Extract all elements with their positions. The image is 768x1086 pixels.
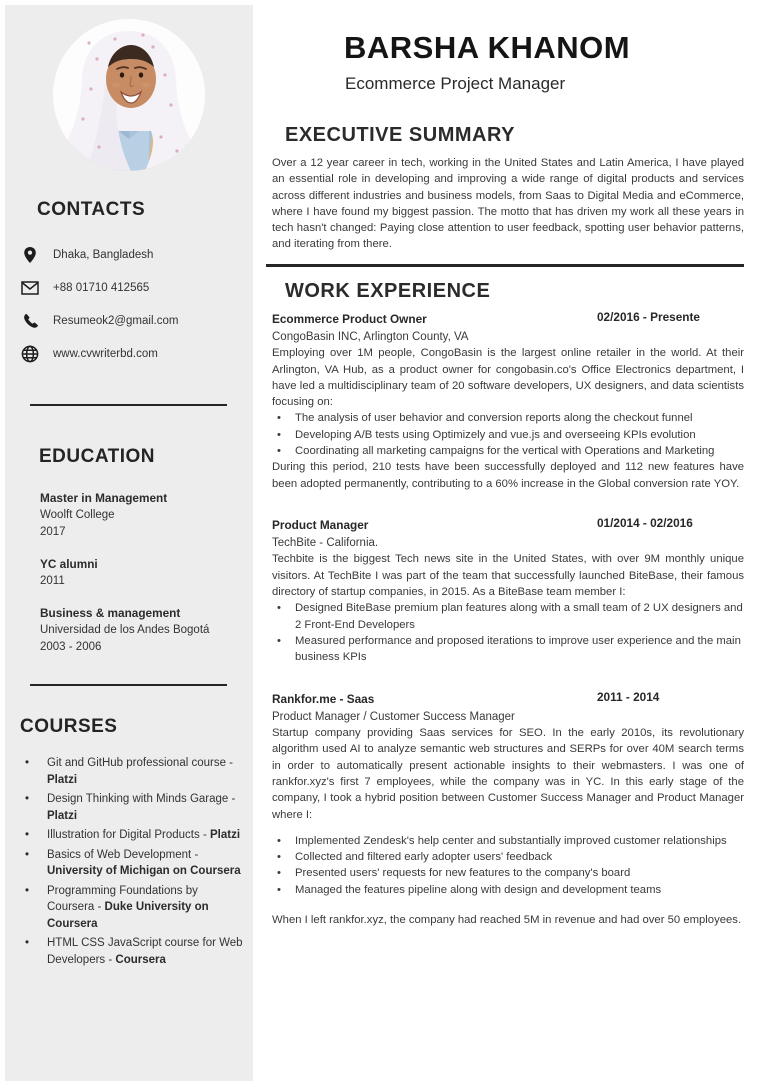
contact-text: +88 01710 412565 [53, 282, 150, 294]
summary-heading: EXECUTIVE SUMMARY [285, 124, 516, 146]
education-heading: EDUCATION [39, 446, 156, 467]
job-summary: During this period, 210 tests have been successfully deployed and 112 new features have been adopted permanently, contributing to a 60% increase in the Global conversion rate YOY. [272, 461, 744, 490]
job-bullet: • Measured performance and proposed iterations to improve user experience and the main business KPIs [272, 633, 744, 666]
job-company: TechBite - California. [272, 536, 379, 549]
job-description: Startup company providing Saas services for SEO. In the early 2010s, its revolutionary algorithm used AI to analyze semantic web structures and SERPs for over 40M search terms in order to automatically present actionable insights to their webmasters. I was one of rankfor.xyz's first 7 employees, while the company was in YC. In this early stage of the company, I took a hybrid position between Customer Success Manager and Product Manager where I: [272, 727, 744, 821]
school: Universidad de los Andes Bogotá [40, 624, 210, 636]
globe-icon [20, 345, 40, 363]
section-divider [266, 264, 744, 267]
job-bullet: • Presented users' requests for new features to the company's board [272, 865, 744, 881]
education-item [40, 605, 253, 656]
job-title: Rankfor.me - Saas [272, 691, 375, 706]
course-item [20, 847, 245, 880]
person-title: Ecommerce Project Manager [345, 74, 566, 93]
contact-item-website [20, 344, 253, 364]
job-dates: 2011 - 2014 [597, 689, 660, 704]
course-provider: Platzi [209, 829, 241, 841]
course-provider: Platzi [47, 773, 78, 786]
course-text: Programming Foundations by Coursera - [47, 884, 198, 913]
education-item [40, 490, 253, 541]
years: 2011 [40, 575, 65, 587]
job-bullet: • Managed the features pipeline along with design and development teams [272, 882, 744, 898]
job-header [272, 690, 744, 708]
job-header [272, 310, 744, 328]
sidebar [5, 5, 253, 1081]
course-item [20, 827, 245, 844]
job-title: Ecommerce Product Owner [272, 311, 427, 326]
phone-icon [20, 313, 40, 330]
contact-list [20, 245, 253, 364]
school: Woolft College [40, 509, 115, 521]
contact-text: www.cvwriterbd.com [53, 348, 158, 360]
course-provider: Duke University on Coursera [47, 901, 209, 930]
course-text: Illustration for Digital Products - [47, 829, 210, 841]
job-dates: 01/2014 - 02/2016 [597, 515, 693, 530]
job-header [272, 516, 744, 534]
course-text: Basics of Web Development - [47, 848, 199, 861]
course-provider: Coursera [115, 953, 166, 966]
education-item [40, 556, 253, 590]
job-bullets [272, 833, 744, 898]
location-icon [20, 246, 40, 264]
course-item [20, 755, 245, 788]
job-summary: When I left rankfor.xyz, the company had reached 5M in revenue and had over 50 employees. [272, 914, 742, 926]
years: 2003 - 2006 [40, 641, 102, 653]
degree: Master in Management [40, 491, 168, 505]
courses-heading: COURSES [20, 716, 118, 737]
avatar-illustration [53, 19, 205, 171]
envelope-icon [20, 281, 40, 295]
profile-photo [53, 19, 205, 171]
contacts-heading: CONTACTS [37, 199, 146, 220]
sidebar-divider [30, 404, 227, 406]
job-bullet: • Collected and filtered early adopter users' feedback [272, 849, 744, 865]
degree: Business & management [40, 606, 181, 620]
degree: YC alumni [40, 557, 98, 571]
course-item [20, 791, 245, 824]
sidebar-divider [30, 684, 227, 686]
job-bullet: • Developing A/B tests using Optimizely and vue.js and overseeing KPIs evolution [272, 427, 744, 443]
job-bullet: • Coordinating all marketing campaigns for the vertical with Operations and Marketing [272, 443, 744, 459]
experience-heading: WORK EXPERIENCE [285, 279, 491, 302]
summary-text: Over a 12 year career in tech, working in the United States and Latin America, I have played an essential role in developing and improving a wide range of digital products and services across different industries and business models, from Saas to Digital Media and eCommerce, where I have found my biggest passion. The motto that has driven my work all these years in tech hasn't changed: Paying close attention to user feedback, spotting user behavior patterns, and iterating from there. [272, 157, 744, 251]
job-entry [272, 310, 744, 492]
course-provider: Platzi [47, 809, 78, 822]
job-dates: 02/2016 - Presente [597, 309, 700, 324]
years: 2017 [40, 526, 66, 538]
contact-item-location [20, 245, 253, 265]
course-text: HTML CSS JavaScript course for Web Developers - [47, 937, 243, 966]
job-description: Techbite is the biggest Tech news site in the United States, with over 9M monthly unique visitors. At TechBite I was part of the team that successfully launched BiteBase, their famous directory of startup companies, in 2015. As a BiteBase team member I: [272, 553, 744, 599]
course-text: Design Thinking with Minds Garage - [47, 793, 236, 805]
job-bullet: • Implemented Zendesk's help center and substantially improved customer relationships [272, 833, 744, 849]
education-list [40, 490, 253, 656]
job-entry [272, 516, 744, 666]
contact-text: Dhaka, Bangladesh [53, 249, 154, 261]
job-bullet: • The analysis of user behavior and conversion reports along the checkout funnel [272, 410, 744, 426]
job-bullets [272, 600, 744, 665]
contact-text: Resumeok2@gmail.com [53, 315, 179, 327]
job-role: Product Manager / Customer Success Manager [272, 710, 515, 723]
contact-item-phone-number [20, 278, 253, 298]
job-company: CongoBasin INC, Arlington County, VA [272, 330, 469, 343]
course-item [20, 935, 245, 968]
job-description: Employing over 1M people, CongoBasin is the largest online retailer in the world. At their Arlington, VA Hub, as a product owner for congobasin.co's Office Electronics department, I have led a multidisciplinary team of 20 software developers, UX designers, and data scientists focusing on: [272, 347, 744, 409]
course-provider: University of Michigan on Coursera [47, 865, 241, 877]
person-name: BARSHA KHANOM [344, 30, 631, 65]
course-item [20, 883, 245, 933]
job-bullets [272, 410, 744, 459]
course-list [20, 755, 245, 968]
contact-item-email [20, 311, 253, 331]
main-content [253, 0, 768, 1086]
course-text: Git and GitHub professional course - [47, 757, 234, 769]
job-entry [272, 690, 744, 929]
job-bullet: • Designed BiteBase premium plan features along with a small team of 2 UX designers and 2 Front-End Developers [272, 600, 744, 633]
job-title: Product Manager [272, 517, 369, 532]
